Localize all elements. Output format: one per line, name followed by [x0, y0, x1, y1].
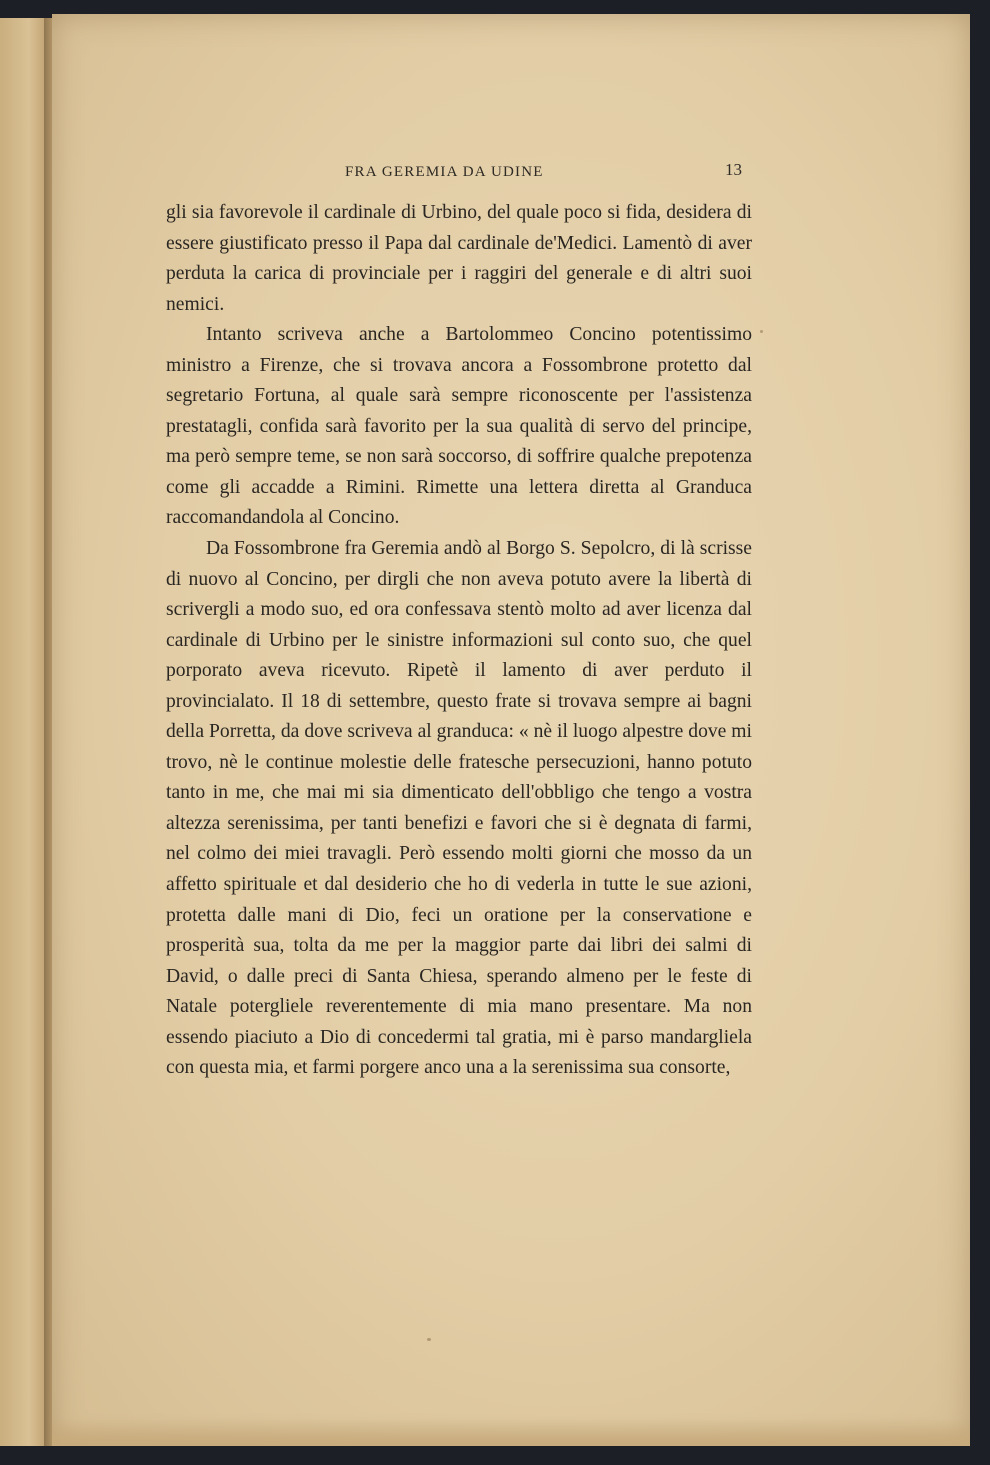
paper-stain [427, 1338, 431, 1341]
paragraph: gli sia favorevole il cardinale di Urbino, del quale poco si fida, desidera di essere giustificato presso il Papa dal cardinale de'Medici. Lamentò di aver perduta la carica di provinciale per i raggiri del generale e di altri suoi nemici. [166, 202, 752, 315]
previous-page-edge [0, 18, 48, 1446]
paragraph: Intanto scriveva anche a Bartolommeo Concino potentissimo ministro a Firenze, che si trovava ancora a Fossombrone protetto dal segretario Fortuna, al quale sarà sempre riconoscente per l'assistenza prestatagli, confida sarà favorito per la sua qualità di servo del principe, ma però sempre teme, se non sarà soccorso, di soffrire qualche prepotenza come gli accadde a Rimini. Rimette una lettera diretta al Granduca raccomandandola al Concino. [166, 324, 752, 529]
page-number: 13 [725, 160, 742, 179]
running-head [345, 160, 745, 186]
page-bottom-edge [52, 1418, 970, 1446]
running-head-title: FRA GEREMIA DA UDINE [345, 164, 544, 180]
paragraph: Da Fossombrone fra Geremia andò al Borgo S. Sepolcro, di là scrisse di nuovo al Concino, per dirgli che non aveva potuto avere la libertà di scrivergli a modo suo, ed ora confessava stentò molto ad aver licenza dal cardinale di Urbino per le sinistre informazioni sul conto suo, che quel porporato aveva ricevuto. Ripetè il lamento di aver perduto il provincialato. Il 18 di settembre, questo frate si trovava sempre ai bagni della Porretta, da dove scriveva al granduca: « nè il luogo alpestre dove mi trovo, nè le continue molestie delle fratesche persecuzioni, hanno potuto tanto in me, che mai mi sia dimenticato dell'obbligo che tengo a vostra altezza serenissima, per tanti benefizi e favori che si è degnata di farmi, nel colmo dei miei travagli. Però essendo molti giorni che mosso da un affetto spirituale et dal desiderio che ho di vederla in tutte le sue azioni, protetta dalle mani di Dio, feci un oratione per la conservatione e prosperità sua, tolta da me per la maggior parte dai libri dei salmi di David, o dalle preci di Santa Chiesa, sperando almeno per le feste di Natale potergliele reverentemente di mia mano presentare. Ma non essendo piaciuto a Dio di concedermi tal gratia, mi è parso mandargliela con questa mia, et farmi porgere anco una a la serenissima sua consorte, [166, 538, 752, 1079]
paper-stain [760, 330, 763, 333]
body-text [166, 198, 752, 1084]
